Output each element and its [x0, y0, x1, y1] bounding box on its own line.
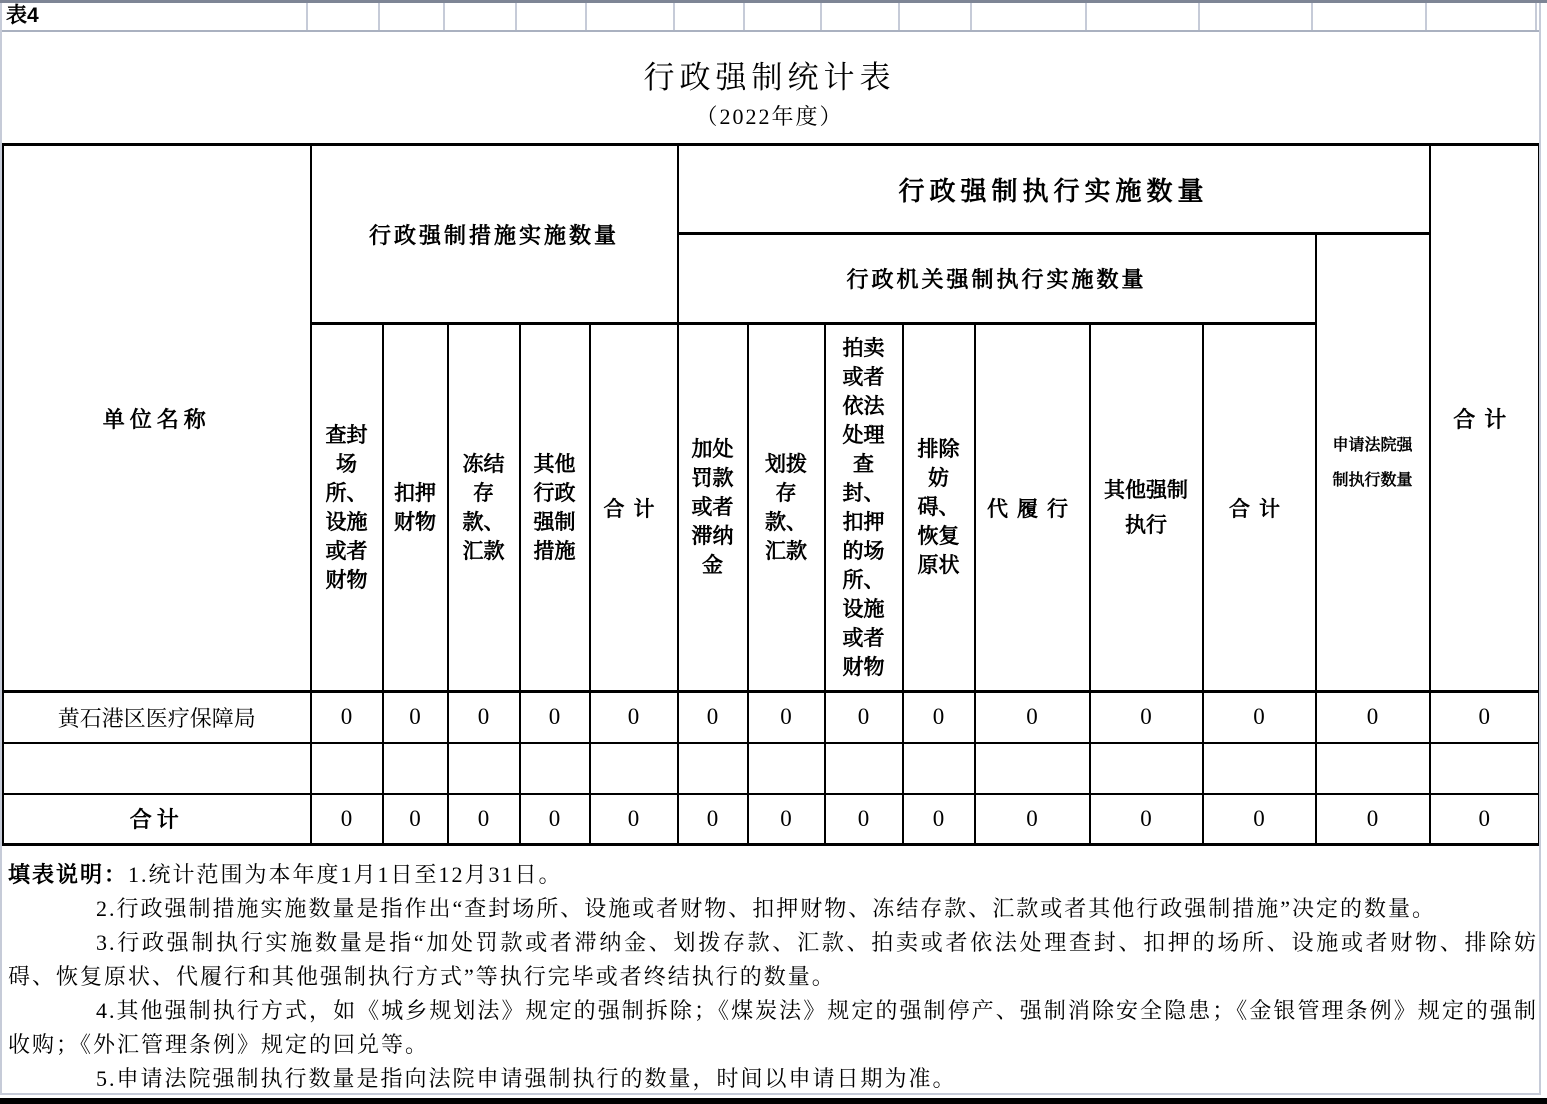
value-cell[interactable]: 0 [311, 794, 383, 845]
value-cell[interactable] [590, 743, 678, 794]
note-item: 5.申请法院强制执行数量是指向法院申请强制执行的数量，时间以申请日期为准。 [96, 1066, 957, 1091]
statistics-table [1, 143, 1541, 846]
table-row [3, 794, 1540, 845]
value-cell[interactable] [825, 743, 903, 794]
sheet-cell[interactable] [445, 3, 517, 30]
note-item: 3.行政强制执行实施数量是指“加处罚款或者滞纳金、划拨存款、汇款、拍卖或者依法处理查封、扣押的场所、设施或者财物、排除妨碍、恢复原状、代履行和其他强制执行方式”等执行完毕或者终结执行的数量。 [8, 930, 1538, 989]
value-cell[interactable]: 0 [975, 692, 1090, 743]
value-cell[interactable] [678, 743, 748, 794]
col-header-other-measures[interactable]: 其他行政强制措施 [520, 324, 590, 692]
value-cell[interactable]: 0 [1316, 692, 1430, 743]
value-cell[interactable]: 0 [748, 794, 825, 845]
value-cell[interactable]: 0 [1090, 794, 1203, 845]
col-header-substitute-performance[interactable]: 代履行 [975, 324, 1090, 692]
sheet-cell[interactable] [1200, 3, 1313, 30]
value-cell[interactable] [903, 743, 975, 794]
value-cell[interactable]: 0 [975, 794, 1090, 845]
value-cell[interactable]: 0 [1203, 692, 1316, 743]
note-line [8, 892, 1538, 926]
value-cell[interactable]: 0 [1090, 692, 1203, 743]
page-title: 行政强制统计表 [643, 60, 896, 95]
sheet-cell[interactable] [1313, 3, 1427, 30]
note-line [8, 1062, 1538, 1096]
value-cell[interactable]: 0 [590, 794, 678, 845]
table-row [3, 743, 1540, 794]
sheet-cell-corner-label[interactable]: 表4 [0, 3, 308, 30]
row-name-cell[interactable] [3, 743, 311, 794]
col-header-fines-late-fees[interactable]: 加处罚款或者滞纳金 [678, 324, 748, 692]
gridline-left [0, 3, 2, 1093]
sheet-cell[interactable] [822, 3, 900, 30]
group-header-measures[interactable]: 行政强制措施实施数量 [311, 145, 678, 324]
value-cell[interactable]: 0 [520, 794, 590, 845]
value-cell[interactable]: 0 [1203, 794, 1316, 845]
value-cell[interactable] [1203, 743, 1316, 794]
value-cell[interactable] [1316, 743, 1430, 794]
value-cell[interactable]: 0 [590, 692, 678, 743]
col-header-impound-property[interactable]: 扣押财物 [383, 324, 448, 692]
note-item: 2.行政强制措施实施数量是指作出“查封场所、设施或者财物、扣押财物、冻结存款、汇款或者其他行政强制措施”决定的数量。 [96, 896, 1437, 921]
sheet-cell[interactable] [675, 3, 745, 30]
value-cell[interactable] [975, 743, 1090, 794]
group-header-enforcement[interactable]: 行政强制执行实施数量 [678, 145, 1430, 234]
window-bottom-edge [0, 1098, 1547, 1104]
value-cell[interactable]: 0 [825, 692, 903, 743]
sheet-cell[interactable] [972, 3, 1087, 30]
page-subtitle: （2022年度） [695, 104, 844, 129]
value-cell[interactable]: 0 [520, 692, 590, 743]
row-name-cell[interactable]: 黄石港区医疗保障局 [3, 692, 311, 743]
value-cell[interactable]: 0 [383, 692, 448, 743]
sheet-cell[interactable] [308, 3, 380, 30]
note-item: 4.其他强制执行方式，如《城乡规划法》规定的强制拆除；《煤炭法》规定的强制停产、强制消除安全隐患；《金银管理条例》规定的强制收购；《外汇管理条例》规定的回兑等。 [8, 998, 1538, 1057]
table-row [3, 692, 1540, 743]
value-cell[interactable]: 0 [903, 692, 975, 743]
form-notes [8, 858, 1538, 1096]
note-item: 1.统计范围为本年度1月1日至12月31日。 [128, 862, 563, 887]
value-cell[interactable] [448, 743, 520, 794]
gridline-right [1539, 3, 1541, 1093]
value-cell[interactable] [1090, 743, 1203, 794]
note-line [8, 994, 1538, 1062]
col-header-freeze-deposits[interactable]: 冻结存款、汇款 [448, 324, 520, 692]
gridline-bottom [0, 1093, 1541, 1095]
value-cell[interactable]: 0 [678, 692, 748, 743]
value-cell[interactable] [383, 743, 448, 794]
value-cell[interactable] [1430, 743, 1540, 794]
value-cell[interactable]: 0 [1430, 794, 1540, 845]
value-cell[interactable]: 0 [448, 794, 520, 845]
row-name-cell[interactable]: 合计 [3, 794, 311, 845]
value-cell[interactable]: 0 [678, 794, 748, 845]
sheet-cell[interactable] [1427, 3, 1537, 30]
group-header-agency-enforcement[interactable]: 行政机关强制执行实施数量 [678, 234, 1316, 324]
note-line [8, 926, 1538, 994]
col-header-transfer-deposits[interactable]: 划拨存款、汇款 [748, 324, 825, 692]
value-cell[interactable]: 0 [383, 794, 448, 845]
sheet-cell[interactable] [380, 3, 445, 30]
sheet-cell[interactable] [900, 3, 972, 30]
col-header-unit-name[interactable]: 单位名称 [3, 145, 311, 692]
value-cell[interactable]: 0 [1316, 794, 1430, 845]
spreadsheet-gridline-row [0, 3, 1539, 32]
value-cell[interactable]: 0 [1430, 692, 1540, 743]
col-header-seal-premises[interactable]: 查封场所、设施或者财物 [311, 324, 383, 692]
col-header-remove-obstruction[interactable]: 排除妨碍、恢复原状 [903, 324, 975, 692]
sheet-cell[interactable] [1087, 3, 1200, 30]
value-cell[interactable] [748, 743, 825, 794]
value-cell[interactable]: 0 [311, 692, 383, 743]
col-header-other-enforcement[interactable]: 其他强制执行 [1090, 324, 1203, 692]
value-cell[interactable]: 0 [903, 794, 975, 845]
note-line [8, 858, 1538, 892]
col-header-court-enforcement[interactable]: 申请法院强制执行数量 [1316, 234, 1430, 692]
col-header-measures-subtotal[interactable]: 合计 [590, 324, 678, 692]
value-cell[interactable] [311, 743, 383, 794]
value-cell[interactable] [520, 743, 590, 794]
value-cell[interactable]: 0 [825, 794, 903, 845]
sheet-cell[interactable] [587, 3, 675, 30]
col-header-agency-subtotal[interactable]: 合计 [1203, 324, 1316, 692]
sheet-cell[interactable] [745, 3, 822, 30]
value-cell[interactable]: 0 [748, 692, 825, 743]
sheet-cell[interactable] [517, 3, 587, 30]
value-cell[interactable]: 0 [448, 692, 520, 743]
col-header-auction-dispose[interactable]: 拍卖或者依法处理查封、扣押的场所、设施或者财物 [825, 324, 903, 692]
col-header-grand-total[interactable]: 合计 [1430, 145, 1540, 692]
notes-label: 填表说明： [8, 862, 129, 887]
